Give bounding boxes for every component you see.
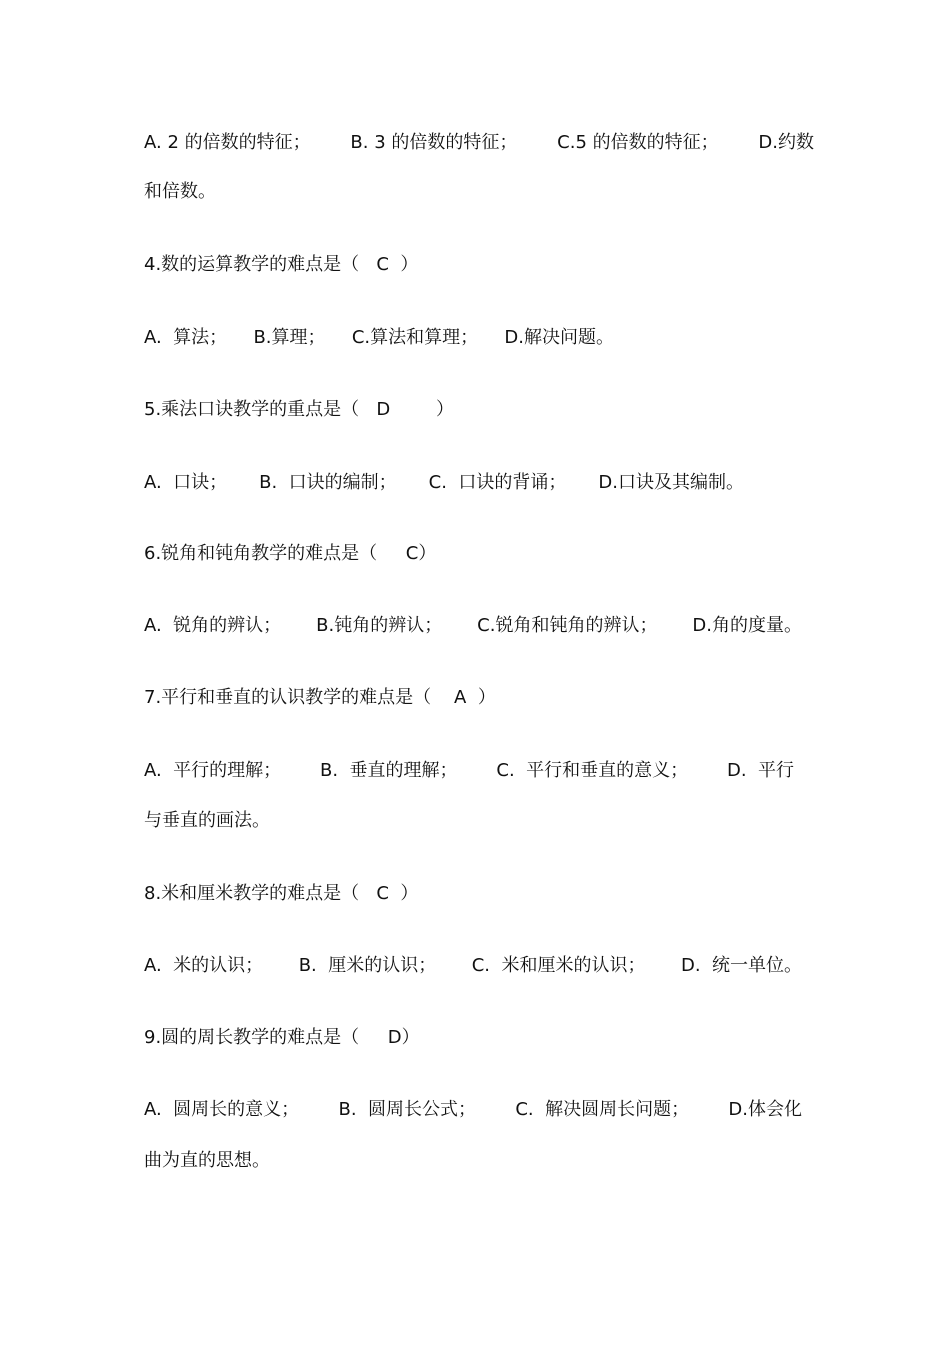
q6-option-b: B.钝角的辨认； xyxy=(316,615,443,636)
q4-option-d: D.解决问题。 xyxy=(504,327,614,348)
q9-option-a: A. 圆周长的意义； xyxy=(144,1099,300,1120)
q8-option-b: B. 厘米的认识； xyxy=(298,955,437,976)
q4-option-c: C.算法和算理； xyxy=(351,327,479,348)
q6-option-c: C.锐角和钝角的辨认； xyxy=(477,615,658,636)
q9-options xyxy=(144,1098,802,1122)
q6-option-a: A. 锐角的辨认； xyxy=(144,615,282,636)
q4-question: 4.数的运算教学的难点是（ C ） xyxy=(144,254,419,275)
q5-option-c: C. 口诀的背诵； xyxy=(428,472,567,493)
q4-option-b: B.算理； xyxy=(253,327,326,348)
q5-option-d: D.口诀及其编制。 xyxy=(598,472,744,493)
q7-option-d: D. 平行 xyxy=(726,760,794,781)
q7-options xyxy=(144,759,794,783)
q3-options xyxy=(144,131,814,155)
q3-option-c: C.5 的倍数的特征； xyxy=(557,132,719,153)
q6-options xyxy=(144,614,802,638)
q9-question: 9.圆的周长教学的难点是（ D） xyxy=(144,1027,420,1048)
q8-option-c: C. 米和厘米的认识； xyxy=(471,955,646,976)
q6-option-d: D.角的度量。 xyxy=(692,615,802,636)
q8-option-a: A. 米的认识； xyxy=(144,955,264,976)
q9-option-c: C. 解决圆周长问题； xyxy=(515,1099,690,1120)
q5-options xyxy=(144,471,744,495)
q7-options-continuation: 与垂直的画法。 xyxy=(144,810,270,831)
q9-option-d: D.体会化 xyxy=(728,1099,802,1120)
q7-option-c: C. 平行和垂直的意义； xyxy=(496,760,689,781)
q8-option-d: D. 统一单位。 xyxy=(680,955,802,976)
q9-option-b: B. 圆周长公式； xyxy=(338,1099,477,1120)
q5-option-b: B. 口诀的编制； xyxy=(259,472,397,493)
q7-option-a: A. 平行的理解； xyxy=(144,760,282,781)
q7-question: 7.平行和垂直的认识教学的难点是（ A ） xyxy=(144,687,496,708)
q5-question: 5.乘法口诀教学的重点是（ D ） xyxy=(144,399,454,420)
q3-options-continuation: 和倍数。 xyxy=(144,181,216,202)
q5-option-a: A. 口诀； xyxy=(144,472,228,493)
q3-option-b: B. 3 的倍数的特征； xyxy=(350,132,518,153)
q4-option-a: A. 算法； xyxy=(144,327,228,348)
q4-options xyxy=(144,326,614,350)
q3-option-a: A. 2 的倍数的特征； xyxy=(144,132,311,153)
q9-options-continuation: 曲为直的思想。 xyxy=(144,1150,270,1171)
q6-question: 6.锐角和钝角教学的难点是（ C） xyxy=(144,543,437,564)
q8-options xyxy=(144,954,802,978)
q3-option-d: D.约数 xyxy=(758,132,814,153)
q7-option-b: B. 垂直的理解； xyxy=(320,760,458,781)
q8-question: 8.米和厘米教学的难点是（ C ） xyxy=(144,883,419,904)
